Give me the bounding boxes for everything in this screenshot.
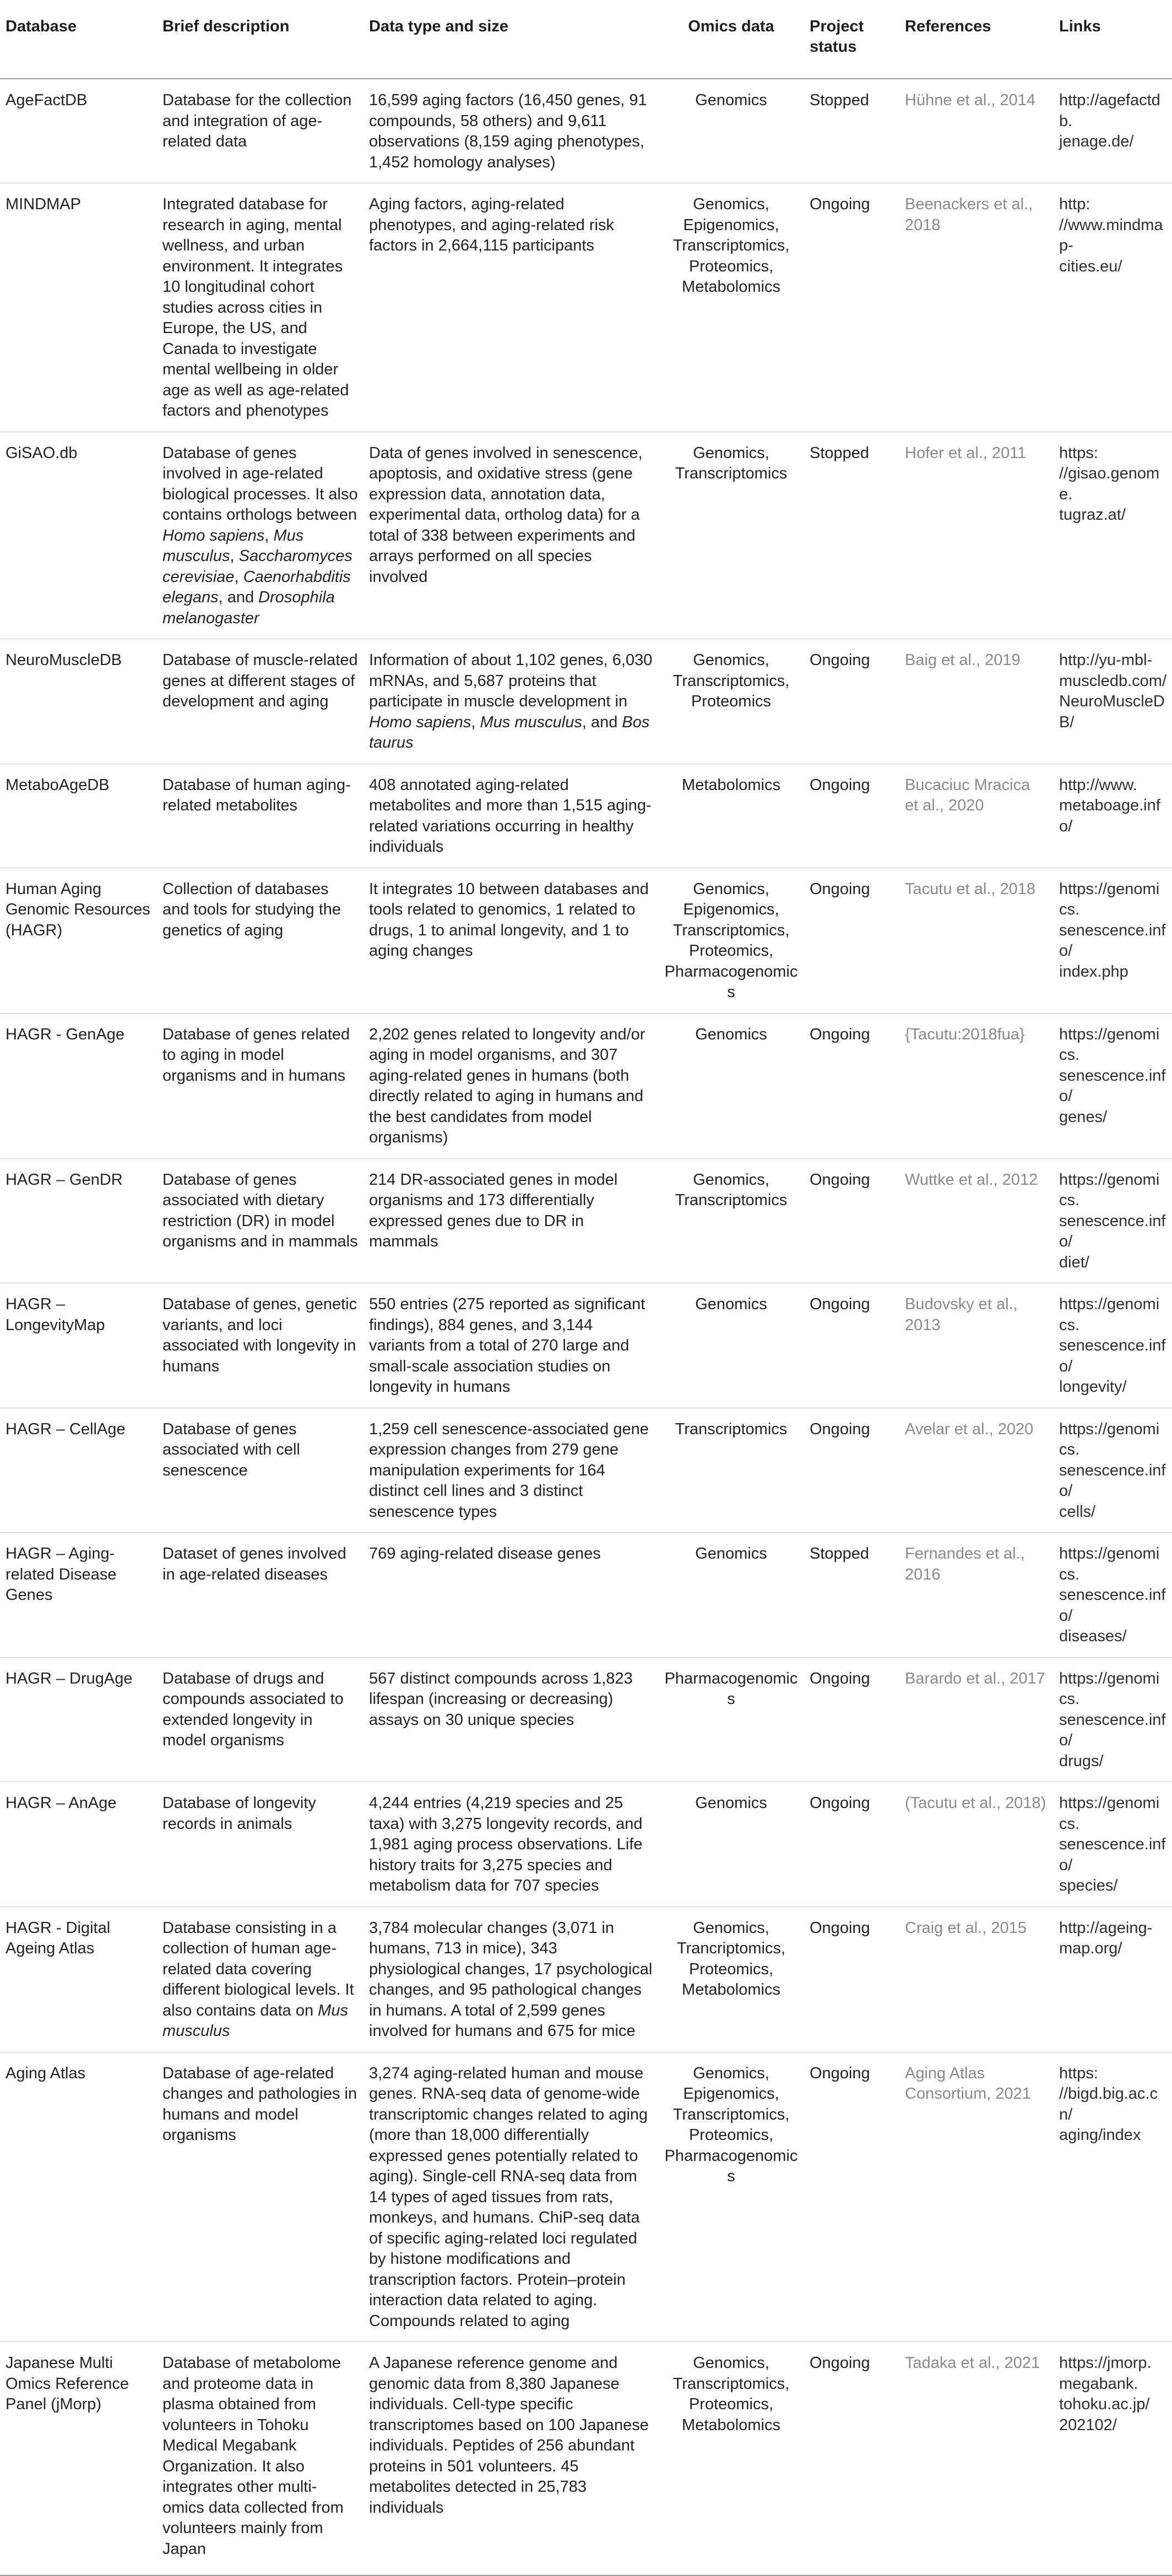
omics-item: Metabolomics xyxy=(682,278,780,296)
data-type-cell: 4,244 entries (4,219 species and 25 taxa) with 3,275 longevity records, and 1,981 aging process observations. Life history traits for 3,275 species and metabolism data for 707 species xyxy=(363,1782,658,1907)
status-cell: Ongoing xyxy=(804,639,899,764)
header-database: Database xyxy=(0,0,157,79)
header-links: Links xyxy=(1054,0,1172,79)
species-name: Saccharomyces cerevisiae xyxy=(162,547,352,586)
header-description: Brief description xyxy=(157,0,363,79)
reference-cell xyxy=(899,1782,1054,1907)
omics-item: Pharmacogenomics xyxy=(664,1669,798,1708)
reference-cell xyxy=(899,183,1054,432)
reference-cell xyxy=(899,1533,1054,1658)
status-cell: Ongoing xyxy=(804,1657,899,1782)
omics-item: Transcriptomics, xyxy=(672,672,790,690)
table-header xyxy=(0,0,1172,79)
header-row xyxy=(0,0,1172,79)
link-cell xyxy=(1054,2342,1172,2576)
url-link[interactable]: https://genomics. senescence.info/ diseases/ xyxy=(1059,1545,1166,1645)
database-name-cell: Aging Atlas xyxy=(0,2052,157,2342)
omics-item: Genomics xyxy=(695,91,767,109)
omics-cell xyxy=(658,1907,804,2052)
link-cell xyxy=(1054,1283,1172,1408)
link-cell xyxy=(1054,1408,1172,1533)
omics-item: Genomics, xyxy=(693,2064,769,2082)
link-cell xyxy=(1054,1907,1172,2052)
omics-item: Proteomics, xyxy=(688,942,774,960)
reference-cell xyxy=(899,868,1054,1013)
reference-link[interactable]: Barardo et al., 2017 xyxy=(905,1669,1045,1687)
url-link[interactable]: http://ageing- map.org/ xyxy=(1059,1919,1153,1957)
table-row xyxy=(0,2052,1172,2342)
table-row xyxy=(0,1907,1172,2052)
reference-cell xyxy=(899,639,1054,764)
url-link[interactable]: https://genomics. senescence.info/ longevity/ xyxy=(1059,1295,1166,1396)
omics-item: Genomics xyxy=(695,1794,767,1812)
omics-cell xyxy=(658,1013,804,1158)
url-link[interactable]: http: //www.mindmap- cities.eu/ xyxy=(1059,195,1163,275)
omics-item: Transcriptomics, xyxy=(672,921,790,939)
table-row xyxy=(0,1283,1172,1408)
url-link[interactable]: https://genomics. senescence.info/ species/ xyxy=(1059,1794,1166,1894)
table-row xyxy=(0,639,1172,764)
reference-link[interactable]: Fernandes et al., 2016 xyxy=(905,1545,1025,1583)
description-cell: Collection of databases and tools for studying the genetics of aging xyxy=(157,868,363,1013)
description-cell: Database of muscle-related genes at different stages of development and aging xyxy=(157,639,363,764)
omics-cell xyxy=(658,764,804,868)
omics-item: Transcriptomics, xyxy=(672,2375,790,2393)
url-link[interactable]: http://www. metaboage.info/ xyxy=(1059,776,1160,835)
species-name: Mus musculus xyxy=(162,2001,348,2040)
omics-item: Pharmacogenomics xyxy=(664,2147,798,2185)
status-cell: Ongoing xyxy=(804,2052,899,2342)
table-body xyxy=(0,79,1172,2575)
reference-cell xyxy=(899,764,1054,868)
species-name: Mus musculus xyxy=(162,526,304,565)
omics-item: Proteomics, xyxy=(688,2126,774,2144)
description-cell: Database of longevity records in animals xyxy=(157,1782,363,1907)
data-type-cell: Data of genes involved in senescence, apoptosis, and oxidative stress (gene expression data, annotation data, experimental data, ortholog data) for a total of 338 between experiments and arrays performed on all species involved xyxy=(363,432,658,639)
omics-cell xyxy=(658,868,804,1013)
url-link[interactable]: https://genomics. senescence.info/ genes/ xyxy=(1059,1025,1166,1126)
status-cell: Stopped xyxy=(804,79,899,183)
omics-item: Transcriptomics, xyxy=(672,237,790,254)
omics-item: Trancriptomics, xyxy=(676,1940,786,1957)
link-cell xyxy=(1054,1782,1172,1907)
omics-item: Proteomics, xyxy=(688,1960,774,1978)
link-cell xyxy=(1054,868,1172,1013)
url-link[interactable]: http://yu-mbl- muscledb.com/ NeuroMuscleDB/ xyxy=(1059,651,1167,731)
species-name: Bos taurus xyxy=(369,713,650,751)
reference-link[interactable]: Aging Atlas Consortium, 2021 xyxy=(905,2064,1031,2103)
status-cell: Ongoing xyxy=(804,2342,899,2576)
data-type-cell: 550 entries (275 reported as significant findings), 884 genes, and 3,144 variants from a total of 270 large and small-scale association studies on longevity in humans xyxy=(363,1283,658,1408)
url-link[interactable]: https: //gisao.genome. tugraz.at/ xyxy=(1059,444,1160,524)
table-row xyxy=(0,79,1172,183)
omics-cell xyxy=(658,1283,804,1408)
omics-cell xyxy=(658,1533,804,1658)
status-cell: Stopped xyxy=(804,1533,899,1658)
omics-cell xyxy=(658,1158,804,1283)
omics-item: Epigenomics, xyxy=(683,216,779,234)
header-data-type: Data type and size xyxy=(363,0,658,79)
header-references: References xyxy=(899,0,1054,79)
reference-link[interactable]: Wuttke et al., 2012 xyxy=(905,1170,1038,1189)
database-name-cell: HAGR – AnAge xyxy=(0,1782,157,1907)
omics-cell xyxy=(658,1408,804,1533)
omics-item: Genomics xyxy=(695,1025,767,1043)
description-cell: Database consisting in a collection of human age-related data covering different biological levels. It also contains data on Mus musculus xyxy=(157,1907,363,2052)
table-row xyxy=(0,183,1172,432)
url-link[interactable]: https://jmorp. megabank. tohoku.ac.jp/ 202102/ xyxy=(1059,2354,1152,2434)
database-name-cell: Japanese Multi Omics Reference Panel (jMorp) xyxy=(0,2342,157,2576)
status-cell: Ongoing xyxy=(804,1782,899,1907)
link-cell xyxy=(1054,1657,1172,1782)
reference-cell xyxy=(899,1657,1054,1782)
database-name-cell: HAGR - Digital Ageing Atlas xyxy=(0,1907,157,2052)
omics-cell xyxy=(658,183,804,432)
status-cell: Ongoing xyxy=(804,183,899,432)
url-link[interactable]: https://genomics. senescence.info/ index.php xyxy=(1059,880,1166,981)
omics-cell xyxy=(658,2052,804,2342)
table-row xyxy=(0,1013,1172,1158)
omics-item: Genomics, xyxy=(693,880,769,898)
data-type-cell: It integrates 10 between databases and tools related to genomics, 1 related to drugs, 1 to animal longevity, and 1 to aging changes xyxy=(363,868,658,1013)
description-cell: Database of human aging-related metabolites xyxy=(157,764,363,868)
reference-link[interactable]: Tacutu et al., 2018 xyxy=(905,880,1035,898)
description-cell: Database of age-related changes and pathologies in humans and model organisms xyxy=(157,2052,363,2342)
link-cell xyxy=(1054,1013,1172,1158)
omics-cell xyxy=(658,2342,804,2576)
omics-cell xyxy=(658,79,804,183)
data-type-cell: 2,202 genes related to longevity and/or aging in model organisms, and 307 aging-related genes in humans (both directly related to aging in humans and the best candidates from model organisms) xyxy=(363,1013,658,1158)
link-cell xyxy=(1054,79,1172,183)
url-link[interactable]: https://genomics. senescence.info/ diet/ xyxy=(1059,1170,1166,1271)
species-name: Drosophila melanogaster xyxy=(162,589,335,627)
omics-item: Genomics, xyxy=(693,1919,769,1937)
database-name-cell: GiSAO.db xyxy=(0,432,157,639)
description-cell: Database of genes, genetic variants, and loci associated with longevity in humans xyxy=(157,1283,363,1408)
table-row xyxy=(0,432,1172,639)
reference-cell xyxy=(899,1283,1054,1408)
reference-link[interactable]: (Tacutu et al., 2018) xyxy=(905,1794,1046,1812)
reference-link[interactable]: Bucaciuc Mracica et al., 2020 xyxy=(905,776,1030,814)
link-cell xyxy=(1054,432,1172,639)
omics-item: Genomics xyxy=(695,1295,767,1313)
description-cell: Integrated database for research in aging, mental wellness, and urban environment. It integrates 10 longitudinal cohort studies across cities in Europe, the US, and Canada to investigate mental wellbeing in older age as well as age-related factors and phenotypes xyxy=(157,183,363,432)
reference-link[interactable]: Tadaka et al., 2021 xyxy=(905,2354,1040,2372)
header-omics: Omics data xyxy=(658,0,804,79)
omics-cell xyxy=(658,1657,804,1782)
url-link[interactable]: http://agefactdb. jenage.de/ xyxy=(1059,91,1160,150)
omics-cell xyxy=(658,432,804,639)
reference-cell xyxy=(899,2342,1054,2576)
database-name-cell: HAGR – Aging-related Disease Genes xyxy=(0,1533,157,1658)
omics-item: Proteomics xyxy=(691,693,772,710)
status-cell: Ongoing xyxy=(804,1408,899,1533)
omics-item: Metabolomics xyxy=(682,776,780,794)
status-cell: Ongoing xyxy=(804,1158,899,1283)
status-cell: Ongoing xyxy=(804,764,899,868)
database-name-cell: Human Aging Genomic Resources (HAGR) xyxy=(0,868,157,1013)
description-cell: Database of genes involved in age-related biological processes. It also contains orthologs between Homo sapiens, Mus musculus, Saccharomyces cerevisiae, Caenorhabditis elegans, and Drosophila melanogaster xyxy=(157,432,363,639)
omics-item: Metabolomics xyxy=(682,1981,780,1998)
link-cell xyxy=(1054,1533,1172,1658)
data-type-cell: 769 aging-related disease genes xyxy=(363,1533,658,1658)
omics-item: Genomics, xyxy=(693,195,769,213)
table-row xyxy=(0,764,1172,868)
data-type-cell: 16,599 aging factors (16,450 genes, 91 compounds, 58 others) and 9,611 observations (8,159 aging phenotypes, 1,452 homology analyses) xyxy=(363,79,658,183)
url-link[interactable]: https: //bigd.big.ac.cn/ aging/index xyxy=(1059,2064,1158,2144)
database-name-cell: HAGR – GenDR xyxy=(0,1158,157,1283)
data-type-cell: 567 distinct compounds across 1,823 lifespan (increasing or decreasing) assays on 30 unique species xyxy=(363,1657,658,1782)
database-name-cell: HAGR – LongevityMap xyxy=(0,1283,157,1408)
omics-item: Genomics, xyxy=(693,651,769,669)
data-type-cell: 214 DR-associated genes in model organisms and 173 differentially expressed genes due to DR in mammals xyxy=(363,1158,658,1283)
link-cell xyxy=(1054,183,1172,432)
reference-cell xyxy=(899,1158,1054,1283)
omics-item: Pharmacogenomics xyxy=(664,962,798,1001)
status-cell: Ongoing xyxy=(804,868,899,1013)
species-name: Homo sapiens xyxy=(162,526,265,544)
omics-item: Transcriptomics xyxy=(675,1420,788,1438)
reference-cell xyxy=(899,79,1054,183)
reference-cell xyxy=(899,432,1054,639)
reference-cell xyxy=(899,1408,1054,1533)
reference-cell xyxy=(899,2052,1054,2342)
omics-item: Transcriptomics, xyxy=(672,2105,790,2123)
database-name-cell: HAGR - GenAge xyxy=(0,1013,157,1158)
description-cell: Database of metabolome and proteome data in plasma obtained from volunteers in Tohoku Medical Megabank Organization. It also integrates other multi-omics data collected from volunteers mainly from Japan xyxy=(157,2342,363,2576)
omics-item: Genomics, xyxy=(693,2354,769,2372)
database-name-cell: HAGR – DrugAge xyxy=(0,1657,157,1782)
omics-item: Transcriptomics xyxy=(675,1191,788,1209)
species-name: Mus musculus xyxy=(480,713,582,731)
link-cell xyxy=(1054,639,1172,764)
table-row xyxy=(0,868,1172,1013)
omics-cell xyxy=(658,639,804,764)
data-type-cell: Aging factors, aging-related phenotypes, and aging-related risk factors in 2,664,115 participants xyxy=(363,183,658,432)
status-cell: Ongoing xyxy=(804,1283,899,1408)
reference-cell xyxy=(899,1907,1054,2052)
reference-link[interactable]: {Tacutu:2018fua} xyxy=(905,1025,1025,1043)
reference-cell xyxy=(899,1013,1054,1158)
data-type-cell: 1,259 cell senescence-associated gene expression changes from 279 gene manipulation experiments for 164 distinct cell lines and 3 distinct senescence types xyxy=(363,1408,658,1533)
table-row xyxy=(0,1158,1172,1283)
database-name-cell: MetaboAgeDB xyxy=(0,764,157,868)
omics-item: Genomics, Transcriptomics xyxy=(675,444,788,482)
omics-item: Epigenomics, xyxy=(683,901,779,918)
url-link[interactable]: https://genomics. senescence.info/ drugs/ xyxy=(1059,1669,1166,1770)
description-cell: Database of genes related to aging in model organisms and in humans xyxy=(157,1013,363,1158)
data-type-cell: 408 annotated aging-related metabolites and more than 1,515 aging-related variations occurring in healthy individuals xyxy=(363,764,658,868)
description-cell: Database of genes associated with dietary restriction (DR) in model organisms and in mammals xyxy=(157,1158,363,1283)
description-cell: Dataset of genes involved in age-related diseases xyxy=(157,1533,363,1658)
data-type-cell: 3,784 molecular changes (3,071 in humans, 713 in mice), 343 physiological changes, 17 psychological changes, and 95 pathological changes in humans. A total of 2,599 genes involved for humans and 675 for mice xyxy=(363,1907,658,2052)
description-cell: Database of genes associated with cell senescence xyxy=(157,1408,363,1533)
table-row xyxy=(0,1782,1172,1907)
reference-link[interactable]: Hühne et al., 2014 xyxy=(905,91,1036,109)
table-row xyxy=(0,1533,1172,1658)
omics-item: Genomics xyxy=(695,1545,767,1562)
status-cell: Stopped xyxy=(804,432,899,639)
species-name: Homo sapiens xyxy=(369,713,471,731)
description-cell: Database for the collection and integration of age-related data xyxy=(157,79,363,183)
reference-link[interactable]: Baig et al., 2019 xyxy=(905,651,1021,669)
database-name-cell: AgeFactDB xyxy=(0,79,157,183)
data-type-cell: Information of about 1,102 genes, 6,030 mRNAs, and 5,687 proteins that participate in muscle development in Homo sapiens, Mus musculus, and Bos taurus xyxy=(363,639,658,764)
reference-link[interactable]: Beenackers et al., 2018 xyxy=(905,195,1033,234)
reference-link[interactable]: Craig et al., 2015 xyxy=(905,1919,1027,1937)
table-row xyxy=(0,2342,1172,2576)
reference-link[interactable]: Hofer et al., 2011 xyxy=(905,444,1027,462)
status-cell: Ongoing xyxy=(804,1013,899,1158)
header-status: Project status xyxy=(804,0,899,79)
omics-item: Metabolomics xyxy=(682,2416,780,2434)
link-cell xyxy=(1054,2052,1172,2342)
omics-item: Epigenomics, xyxy=(683,2085,779,2103)
link-cell xyxy=(1054,764,1172,868)
reference-link[interactable]: Avelar et al., 2020 xyxy=(905,1420,1034,1438)
description-cell: Database of drugs and compounds associated to extended longevity in model organisms xyxy=(157,1657,363,1782)
url-link[interactable]: https://genomics. senescence.info/ cells/ xyxy=(1059,1420,1166,1521)
data-type-cell: 3,274 aging-related human and mouse genes. RNA-seq data of genome-wide transcriptomic changes related to aging (more than 18,000 differentially expressed genes potentially related to aging). Single-cell RNA-seq data from 14 types of aged tissues from rats, monkeys, and humans. ChiP-seq data of specific aging-related loci regulated by histone modifications and transcription factors. Protein–protein interaction data related to aging. Compounds related to aging xyxy=(363,2052,658,2342)
database-name-cell: NeuroMuscleDB xyxy=(0,639,157,764)
status-cell: Ongoing xyxy=(804,1907,899,2052)
omics-item: Genomics, xyxy=(693,1170,769,1189)
table-row xyxy=(0,1408,1172,1533)
data-type-cell: A Japanese reference genome and genomic data from 8,380 Japanese individuals. Cell-type specific transcriptomes based on 100 Japanese individuals. Peptides of 256 abundant proteins in 501 volunteers. 45 metabolites detected in 25,783 individuals xyxy=(363,2342,658,2576)
omics-item: Proteomics, xyxy=(688,2395,774,2413)
omics-cell xyxy=(658,1782,804,1907)
database-name-cell: MINDMAP xyxy=(0,183,157,432)
species-name: Caenorhabditis elegans xyxy=(162,568,351,606)
reference-link[interactable]: Budovsky et al., 2013 xyxy=(905,1295,1018,1334)
link-cell xyxy=(1054,1158,1172,1283)
omics-item: Proteomics, xyxy=(688,257,774,275)
table-row xyxy=(0,1657,1172,1782)
database-name-cell: HAGR – CellAge xyxy=(0,1408,157,1533)
